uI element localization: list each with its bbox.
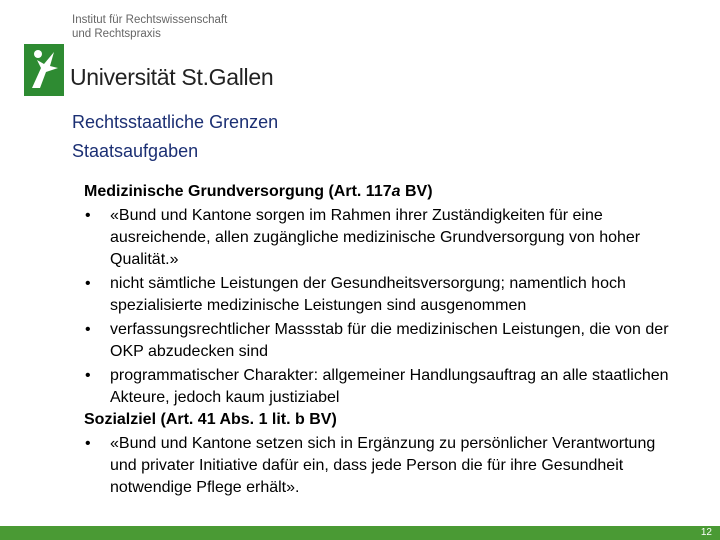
bullet-icon: •: [85, 435, 91, 452]
institute-line-2: und Rechtspraxis: [72, 28, 161, 40]
slide-subtitle: Staatsaufgaben: [72, 141, 199, 161]
bullet-item: [84, 365, 684, 409]
heading-text: Medizinische Grundversorgung (Art. 117: [84, 183, 392, 200]
bullet-text: nicht sämtliche Leistungen der Gesundheitsversorgung; namentlich hoch spezialisierte medizinische Leistungen sind ausgenommen: [110, 275, 626, 314]
heading-italic-letter: a: [391, 183, 401, 200]
bullet-icon: •: [85, 207, 91, 224]
bullet-text: «Bund und Kantone setzen sich in Ergänzung zu persönlicher Verantwortung und privater Initiative dafür ein, dass jede Person die für ihre Gesundheit notwendige Pflege erhält».: [110, 435, 656, 496]
hsg-logo-icon: [24, 44, 64, 96]
bullet-item: [84, 433, 684, 499]
institute-line-1: Institut für Rechtswissenschaft: [72, 14, 228, 26]
bullet-item: [84, 319, 684, 363]
bullet-icon: •: [85, 367, 91, 384]
slide-content: [84, 181, 684, 499]
section-heading-sozialziel: Sozialziel (Art. 41 Abs. 1 lit. b BV): [84, 411, 337, 428]
slide-title: Rechtsstaatliche Grenzen: [72, 112, 279, 132]
bullet-item: [84, 273, 684, 317]
bullet-text: programmatischer Charakter: allgemeiner Handlungsauftrag an alle staatlichen Akteure, jedoch kaum justiziabel: [110, 367, 669, 406]
bullet-icon: •: [85, 275, 91, 292]
bullet-text: verfassungsrechtlicher Massstab für die medizinischen Leistungen, die von der OKP abzudecken sind: [110, 321, 669, 360]
bullet-item: [84, 205, 684, 271]
institute-name: [72, 13, 292, 41]
footer-bar: [0, 526, 720, 540]
university-name: Universität St.Gallen: [70, 64, 274, 90]
heading-text-suffix: BV): [400, 183, 433, 200]
page-number: 12: [700, 527, 712, 538]
bullet-icon: •: [85, 321, 91, 338]
bullet-text: «Bund und Kantone sorgen im Rahmen ihrer Zuständigkeiten für eine ausreichende, allen zugängliche medizinische Grundversorgung von hoher Qualität.»: [110, 207, 641, 268]
section-heading-grundversorgung: [84, 181, 684, 203]
